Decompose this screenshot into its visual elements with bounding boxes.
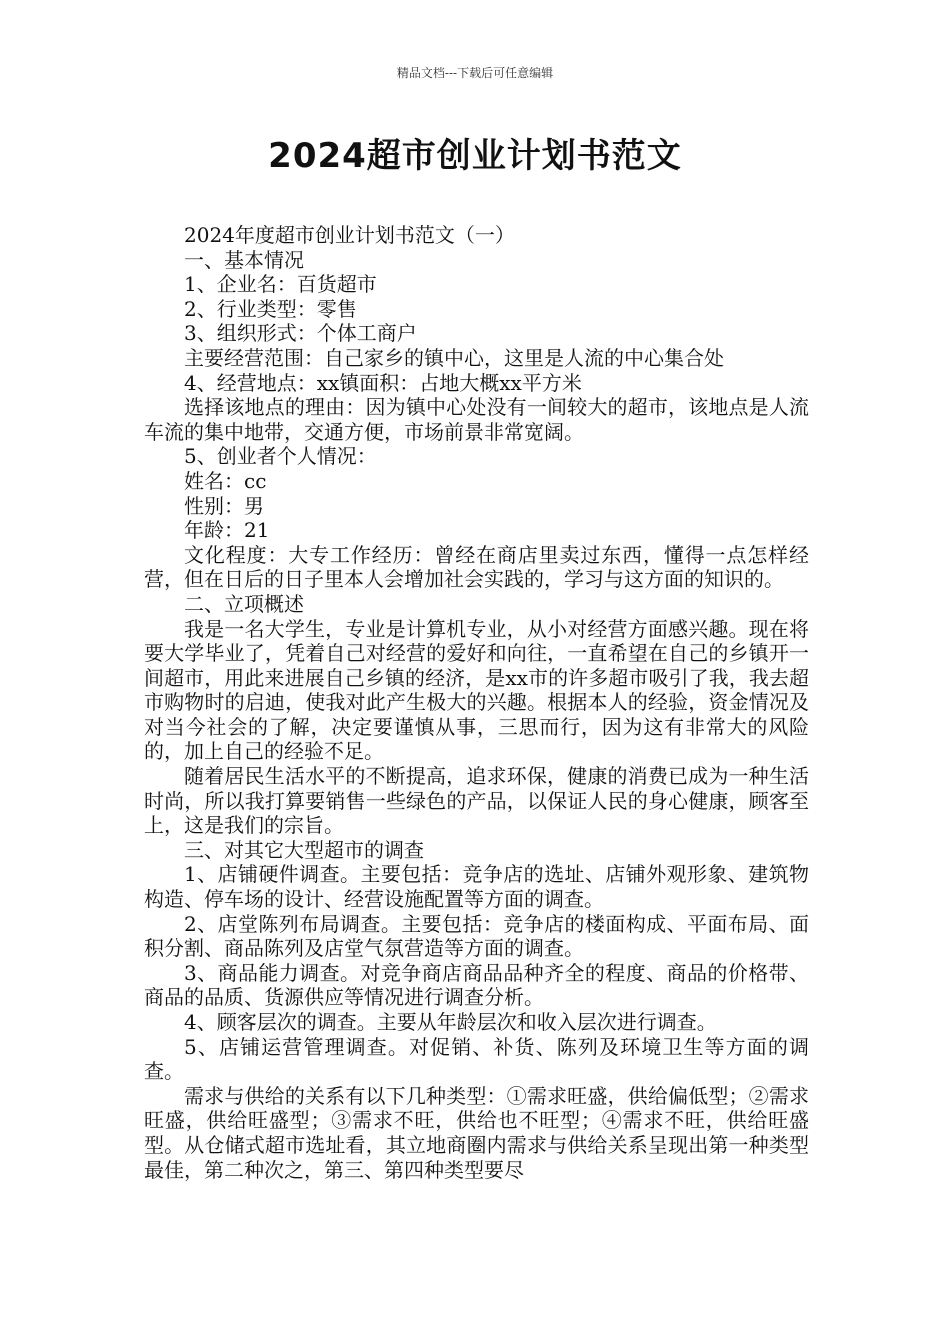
paragraph: 二、立项概述: [184, 591, 304, 616]
paragraph: 3、商品能力调查。对竞争商店商品品种齐全的程度、商品的价格带、商品的品质、货源供应等情况进行调查分析。: [144, 960, 809, 1010]
paragraph: 2、行业类型：零售: [184, 296, 357, 321]
paragraph: 1、店铺硬件调查。主要包括：竞争店的选址、店铺外观形象、建筑物构造、停车场的设计、经营设施配置等方面的调查。: [144, 862, 809, 912]
paragraph: 随着居民生活水平的不断提高，追求环保，健康的消费已成为一种生活时尚，所以我打算要销售一些绿色的产品，以保证人民的身心健康，顾客至上，这是我们的宗旨。: [144, 764, 809, 838]
paragraph: 1、企业名：百货超市: [184, 272, 377, 297]
paragraph: 4、顾客层次的调查。主要从年龄层次和收入层次进行调查。: [184, 1010, 717, 1034]
paragraph: 年龄：21: [184, 518, 270, 543]
paragraph: 主要经营范围：自己家乡的镇中心，这里是人流的中心集合处: [184, 345, 724, 370]
paragraph: 2、店堂陈列布局调查。主要包括：竞争店的楼面构成、平面布局、面积分割、商品陈列及店堂气氛营造等方面的调查。: [144, 911, 809, 961]
paragraph: 5、创业者个人情况：: [184, 444, 377, 469]
paragraph: 姓名：cc: [184, 468, 267, 493]
paragraph: 5、店铺运营管理调查。对促销、补货、陈列及环境卫生等方面的调查。: [144, 1034, 809, 1084]
document-body: [144, 223, 809, 1182]
paragraph: 选择该地点的理由：因为镇中心处没有一间较大的超市，该地点是人流车流的集中地带，交通方便，市场前景非常宽阔。: [144, 395, 809, 444]
paragraph: 三、对其它大型超市的调查: [184, 837, 424, 862]
paragraph: 4、经营地点：xx镇面积：占地大概xx平方米: [184, 370, 582, 395]
paragraph: 3、组织形式：个体工商户: [184, 321, 417, 346]
paragraph: 文化程度：大专工作经历：曾经在商店里卖过东西，懂得一点怎样经营，但在日后的日子里本人会增加社会实践的，学习与这方面的知识的。: [144, 542, 809, 592]
paragraph: 2024年度超市创业计划书范文（一）: [184, 223, 515, 247]
document-title: 2024超市创业计划书范文: [268, 136, 682, 176]
page-header-note: 精品文档---下载后可任意编辑: [396, 66, 554, 80]
paragraph: 需求与供给的关系有以下几种类型：①需求旺盛，供给偏低型；②需求旺盛，供给旺盛型；③需求不旺，供给也不旺型；④需求不旺，供给旺盛型。从仓储式超市选址看，其立地商圈内需求与供给关系呈现出第一种类型最佳，第二种次之，第三、第四种类型要尽: [144, 1083, 809, 1182]
paragraph: 一、基本情况: [184, 247, 304, 272]
paragraph: 我是一名大学生，专业是计算机专业，从小对经营方面感兴趣。现在将要大学毕业了，凭着自己对经营的爱好和向往，一直希望在自己的乡镇开一间超市，用此来进展自己乡镇的经济，是xx市的许多超市吸引了我，我去超市购物时的启迪，使我对此产生极大的兴趣。根据本人的经验，资金情况及对当今社会的了解，决定要谨慎从事，三思而行，因为这有非常大的风险的，加上自己的经验不足。: [144, 616, 809, 764]
paragraph: 性别：男: [184, 493, 264, 518]
